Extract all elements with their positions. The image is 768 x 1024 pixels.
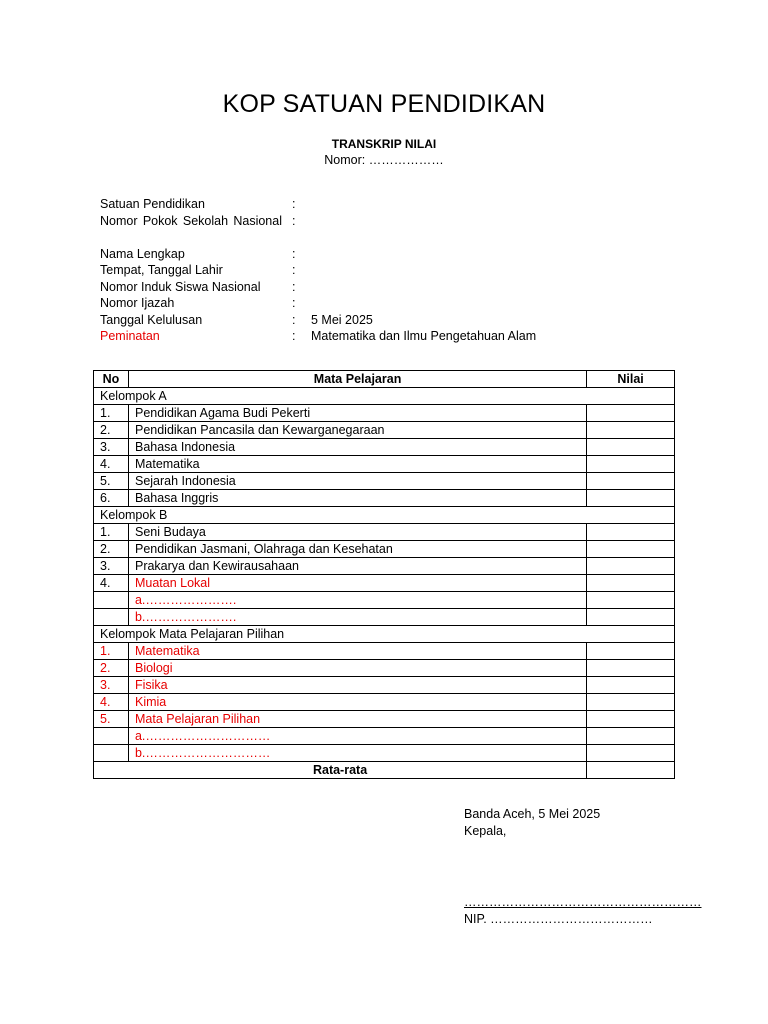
subject-name: Bahasa Inggris: [128, 490, 586, 507]
identity-row: [100, 246, 660, 263]
identity-colon: :: [292, 312, 296, 327]
row-number: [94, 745, 129, 762]
subject-name: Bahasa Indonesia: [128, 439, 586, 456]
subject-name: Sejarah Indonesia: [128, 473, 586, 490]
identity-colon: :: [292, 197, 296, 211]
grades-body: [94, 388, 675, 779]
identity-label: Nomor Pokok Sekolah Nasional: [100, 213, 282, 228]
grade-cell: [587, 473, 675, 490]
sub-subject: [128, 592, 586, 609]
subject-name: Mata Pelajaran Pilihan: [128, 711, 586, 728]
header-no: No: [94, 371, 129, 388]
subject-name: Biologi: [128, 660, 586, 677]
table-header-row: [94, 371, 675, 388]
identity-label: Nama Lengkap: [100, 246, 185, 261]
identity-row: [100, 312, 660, 329]
table-row: [94, 660, 675, 677]
identity-row: [100, 279, 660, 296]
subject-name: Pendidikan Pancasila dan Kewarganegaraan: [128, 422, 586, 439]
subject-name: Kimia: [128, 694, 586, 711]
identity-colon: :: [292, 213, 296, 228]
row-number: 2.: [94, 660, 129, 677]
identity-label: Peminatan: [100, 329, 160, 343]
table-row: [94, 541, 675, 558]
row-number: 5.: [94, 711, 129, 728]
group-label: Kelompok B: [94, 507, 675, 524]
sub-row: [94, 728, 675, 745]
row-number: 6.: [94, 490, 129, 507]
sub-text: …………………………: [145, 745, 271, 760]
row-number: 1.: [94, 405, 129, 422]
subject-name: Fisika: [128, 677, 586, 694]
table-row: [94, 456, 675, 473]
row-number: 3.: [94, 439, 129, 456]
identity-label: Nomor Induk Siswa Nasional: [100, 279, 261, 294]
grade-cell: [587, 456, 675, 473]
grade-cell: [587, 609, 675, 626]
grade-cell: [587, 558, 675, 575]
row-number: 4.: [94, 456, 129, 473]
table-row: [94, 677, 675, 694]
row-number: 3.: [94, 558, 129, 575]
subject-name: Pendidikan Jasmani, Olahraga dan Kesehatan: [128, 541, 586, 558]
grade-cell: [587, 728, 675, 745]
grade-cell: [587, 490, 675, 507]
grade-cell: [587, 745, 675, 762]
row-number: 3.: [94, 677, 129, 694]
identity-row: [100, 196, 660, 213]
table-row: [94, 558, 675, 575]
row-number: 1.: [94, 524, 129, 541]
row-number: [94, 728, 129, 745]
grade-cell: [587, 660, 675, 677]
row-number: 5.: [94, 473, 129, 490]
table-row: [94, 490, 675, 507]
table-row: [94, 524, 675, 541]
row-number: 4.: [94, 575, 129, 592]
grade-cell: [587, 422, 675, 439]
sub-subject: [128, 609, 586, 626]
sub-letter: a.: [134, 728, 146, 743]
sub-text: …………………………: [145, 728, 271, 743]
subject-name: Prakarya dan Kewirausahaan: [128, 558, 586, 575]
subject-name: Muatan Lokal: [128, 575, 586, 592]
grade-cell: [587, 405, 675, 422]
table-row: [94, 422, 675, 439]
identity-label: Tanggal Kelulusan: [100, 312, 203, 327]
header-grade: Nilai: [587, 371, 675, 388]
identity-value: Matematika dan Ilmu Pengetahuan Alam: [311, 329, 537, 343]
subject-name: Pendidikan Agama Budi Pekerti: [128, 405, 586, 422]
signature-nip: NIP. …………………………………: [464, 912, 653, 926]
table-row: [94, 473, 675, 490]
identity-label: Tempat, Tanggal Lahir: [100, 263, 223, 277]
document-number: Nomor: ………………: [324, 153, 444, 167]
grade-cell: [587, 694, 675, 711]
identity-value: 5 Mei 2025: [311, 312, 373, 327]
signature-block: [464, 806, 600, 840]
signature-place-date: Banda Aceh, 5 Mei 2025: [464, 807, 601, 821]
grade-cell: [587, 575, 675, 592]
identity-colon: :: [292, 329, 296, 343]
sub-row: [94, 592, 675, 609]
identity-label: Nomor Ijazah: [100, 296, 175, 310]
signature-name-line: …………………………………………………: [464, 895, 702, 909]
group-row: [94, 626, 675, 643]
sub-text: ………………….: [145, 592, 237, 607]
identity-colon: :: [292, 263, 296, 277]
table-row: [94, 405, 675, 422]
row-number: 2.: [94, 541, 129, 558]
table-row: [94, 694, 675, 711]
identity-row: [100, 213, 660, 246]
group-label: Kelompok A: [94, 388, 675, 405]
sub-letter: b.: [134, 609, 146, 624]
group-label: Kelompok Mata Pelajaran Pilihan: [94, 626, 675, 643]
row-number: 2.: [94, 422, 129, 439]
grade-cell: [587, 541, 675, 558]
signature-role: Kepala,: [464, 824, 507, 838]
sub-text: ………………….: [145, 609, 237, 624]
identity-label: Satuan Pendidikan: [100, 197, 205, 211]
grade-cell: [587, 643, 675, 660]
document-title: TRANSKRIP NILAI: [331, 137, 437, 151]
table-row: [94, 575, 675, 592]
average-label: Rata-rata: [94, 762, 587, 779]
table-row: [94, 439, 675, 456]
grade-cell: [587, 592, 675, 609]
subject-name: Matematika: [128, 643, 586, 660]
row-number: [94, 609, 129, 626]
subject-name: Matematika: [128, 456, 586, 473]
table-row: [94, 643, 675, 660]
identity-row: [100, 328, 660, 345]
sub-letter: a.: [134, 592, 146, 607]
identity-row: [100, 262, 660, 279]
identity-colon: :: [292, 279, 296, 294]
row-number: 1.: [94, 643, 129, 660]
grade-cell: [587, 439, 675, 456]
row-number: [94, 592, 129, 609]
grade-cell: [587, 677, 675, 694]
subject-name: Seni Budaya: [128, 524, 586, 541]
identity-row: [100, 295, 660, 312]
group-row: [94, 388, 675, 405]
table-row: [94, 711, 675, 728]
sub-row: [94, 609, 675, 626]
sub-subject: [128, 745, 586, 762]
sub-subject: [128, 728, 586, 745]
header-subject: Mata Pelajaran: [128, 371, 586, 388]
kop-title: KOP SATUAN PENDIDIKAN: [222, 90, 546, 118]
average-row: [94, 762, 675, 779]
group-row: [94, 507, 675, 524]
sub-row: [94, 745, 675, 762]
grades-table: [93, 370, 675, 779]
identity-colon: :: [292, 296, 296, 310]
grade-cell: [587, 711, 675, 728]
row-number: 4.: [94, 694, 129, 711]
identity-section: [100, 196, 660, 345]
grade-cell: [587, 524, 675, 541]
identity-colon: :: [292, 246, 296, 261]
average-grade-cell: [587, 762, 675, 779]
sub-letter: b.: [134, 745, 146, 760]
